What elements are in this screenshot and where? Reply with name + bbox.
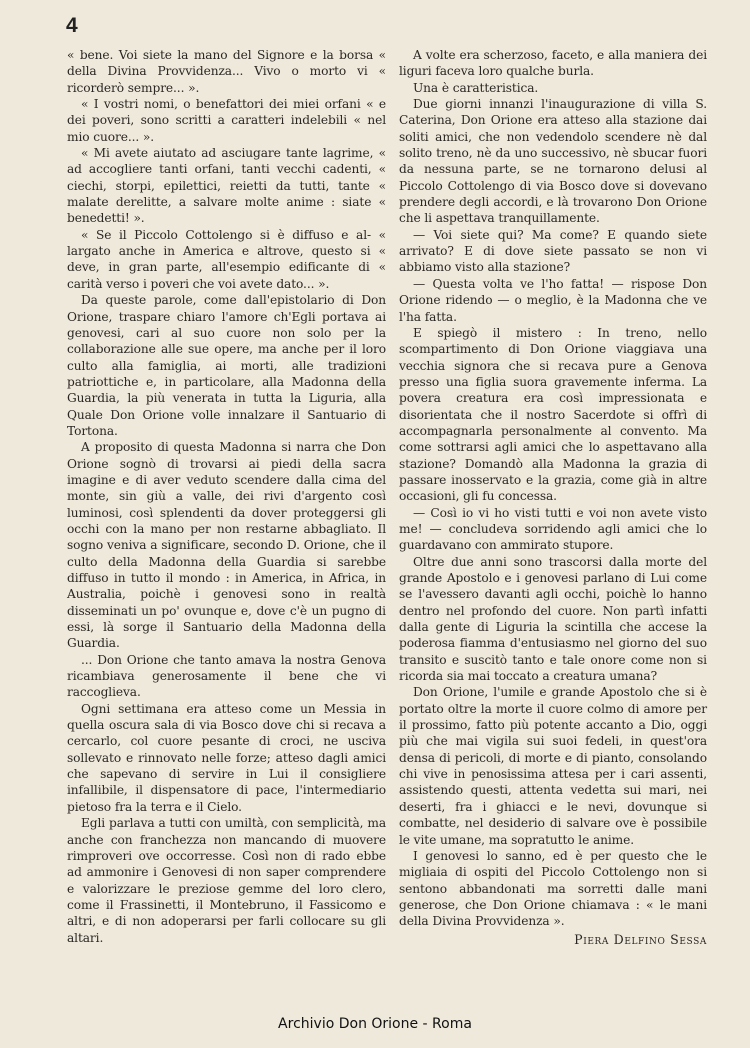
left-column bbox=[67, 47, 386, 946]
paragraph: Ogni settimana era atteso come un Messia in quella oscura sala di via Bosco dove chi si recava a cercarlo, col cuore pesante di croci, ne usciva sollevato e rinnovato nelle forze; atteso dagli amici che sapevano di servire in Lui il consigliere infallibile, il dispensatore di pace, l'intermediario pietoso fra la terra e il Cielo. bbox=[67, 701, 386, 814]
right-column bbox=[399, 47, 707, 948]
paragraph: Don Orione, l'umile e grande Apostolo che si è portato oltre la morte il cuore colmo di amore per il prossimo, fatto più potente accanto a Dio, oggi più che mai vigila sui suoi fedeli, in quest'ora densa di pericoli, di morte e di pianto, consolando chi vive in penosissima attesa per i cari assenti, assistendo questi, attenta vedetta sui mari, nei deserti, fra i ghiacci e le nevi, dovunque si combatte, nel desiderio di salvare ove è possibile le vite umane, ma sopratutto le anime. bbox=[399, 685, 707, 847]
paragraph: Da queste parole, come dall'epistolario di Don Orione, traspare chiaro l'amore ch'Egli portava ai genovesi, cari al suo cuore non solo per la collaborazione alle sue opere, ma anche per il loro culto alla famiglia, ai morti, alle tradizioni patriottiche e, in particolare, alla Madonna della Guardia, la più venerata in tutta la Liguria, alla Quale Don Orione volle innalzare il Santuario di Tortona. bbox=[67, 293, 386, 438]
paragraph: Una è caratteristica. bbox=[413, 80, 539, 95]
paragraph: I genovesi lo sanno, ed è per questo che le migliaia di ospiti del Piccolo Cottolengo non si sentono abbandonati ma sorretti dalle mani generose, che Don Orione chiamava : « le mani della Divina Provvidenza ». bbox=[399, 848, 707, 929]
paragraph: « I vostri nomi, o benefattori dei miei orfani « e dei poveri, sono scritti a caratteri indelebili « nel mio cuore... ». bbox=[67, 97, 386, 144]
paragraph: E spiegò il mistero : In treno, nello scompartimento di Don Orione viaggiava una vecchia signora che si recava pure a Genova presso una figlia suora gravemente inferma. La povera creatura era così impressionata e disorientata che il nostro Sacerdote si offrì di accompagnarla personalmente al convento. Ma come sottrarsi agli amici che lo aspettavano alla stazione? Domandò alla Madonna la grazia di passare inosservato e la grazia, come già in altre occasioni, gli fu concessa. bbox=[399, 325, 707, 504]
archive-footer: Archivio Don Orione - Roma bbox=[278, 1016, 472, 1032]
paragraph: — Questa volta ve l'ho fatta! — rispose Don Orione ridendo — o meglio, è la Madonna che ve l'ha fatta. bbox=[399, 276, 707, 324]
paragraph: Oltre due anni sono trascorsi dalla morte del grande Apostolo e i genovesi parlano di Lui come se l'avessero davanti agli occhi, poichè lo hanno dentro nel profondo del cuore. Non partì infatti dalla gente di Liguria la scintilla che accese la poderosa fiamma d'entusiasmo nel giorno del suo transito e suscitò tanto e tale onore come non si ricorda sia mai toccato a creatura umana? bbox=[399, 554, 707, 684]
paragraph: — Voi siete qui? Ma come? E quando siete arrivato? E di dove siete passato se non vi abbiamo visto alla stazione? bbox=[399, 227, 707, 275]
paragraph: ... Don Orione che tanto amava la nostra Genova ricambiava generosamente il bene che vi raccoglieva. bbox=[67, 652, 386, 700]
paragraph: Egli parlava a tutti con umiltà, con semplicità, ma anche con franchezza non mancando di muovere rimproveri ove occorresse. Così non di rado ebbe ad ammonire i Genovesi di non saper comprendere e valorizzare le preziose gemme del loro clero, come il Frassinetti, il Montebruno, il Fassicomo e altri, e di non adoperarsi per farli collocare su gli altari. bbox=[67, 816, 386, 945]
paragraph: Due giorni innanzi l'inaugurazione di villa S. Caterina, Don Orione era atteso alla stazione dai soliti amici, che non vedendolo scendere nè dal solito treno, nè da uno successivo, nè sbucar fuori da nessuna parte, se ne tornarono delusi al Piccolo Cottolengo di via Bosco dove si dovevano prendere degli accordi, e là trovarono Don Orione che li aspettava tranquillamente. bbox=[399, 97, 707, 226]
paragraph: « Se il Piccolo Cottolengo si è diffuso e al- « largato anche in America e altrove, questo si « deve, in gran parte, all'esempio edificante di « carità verso i poveri che voi avete dato... ». bbox=[67, 227, 386, 291]
paragraph: — Così io vi ho visti tutti e voi non avete visto me! — concludeva sorridendo agli amici che lo guardavano con ammirato stupore. bbox=[399, 505, 707, 553]
paragraph: « bene. Voi siete la mano del Signore e la borsa « della Divina Provvidenza... Vivo o morto vi « ricorderò sempre... ». bbox=[67, 48, 386, 95]
paragraph: « Mi avete aiutato ad asciugare tante lagrime, « ad accogliere tanti orfani, tanti vecchi cadenti, « ciechi, storpi, epilettici, reietti da tutti, tante « malate derelitte, a salvare molte anime : siate « benedetti! ». bbox=[67, 146, 386, 226]
page-number: 4 bbox=[66, 14, 78, 37]
paragraph: A volte era scherzoso, faceto, e alla maniera dei liguri faceva loro qualche burla. bbox=[399, 48, 707, 79]
paragraph: A proposito di questa Madonna si narra che Don Orione sognò di trovarsi ai piedi della sacra imagine e di aver veduto scendere dalla cima del monte, sin giù a valle, dei rivi d'argento così luminosi, così splendenti da dover proteggersi gli occhi con la mano per non restarne abbagliato. Il sogno veniva a significare, secondo D. Orione, che il culto della Madonna della Guardia si sarebbe diffuso in tutto il mondo : in America, in Africa, in Australia, poichè i genovesi sono in realtà disseminati un po' ovunque e, dove c'è un pugno di essi, là sorge il Santuario della Madonna della Guardia. bbox=[67, 440, 386, 651]
author-signature: Piera Delfino Sessa bbox=[574, 931, 707, 947]
